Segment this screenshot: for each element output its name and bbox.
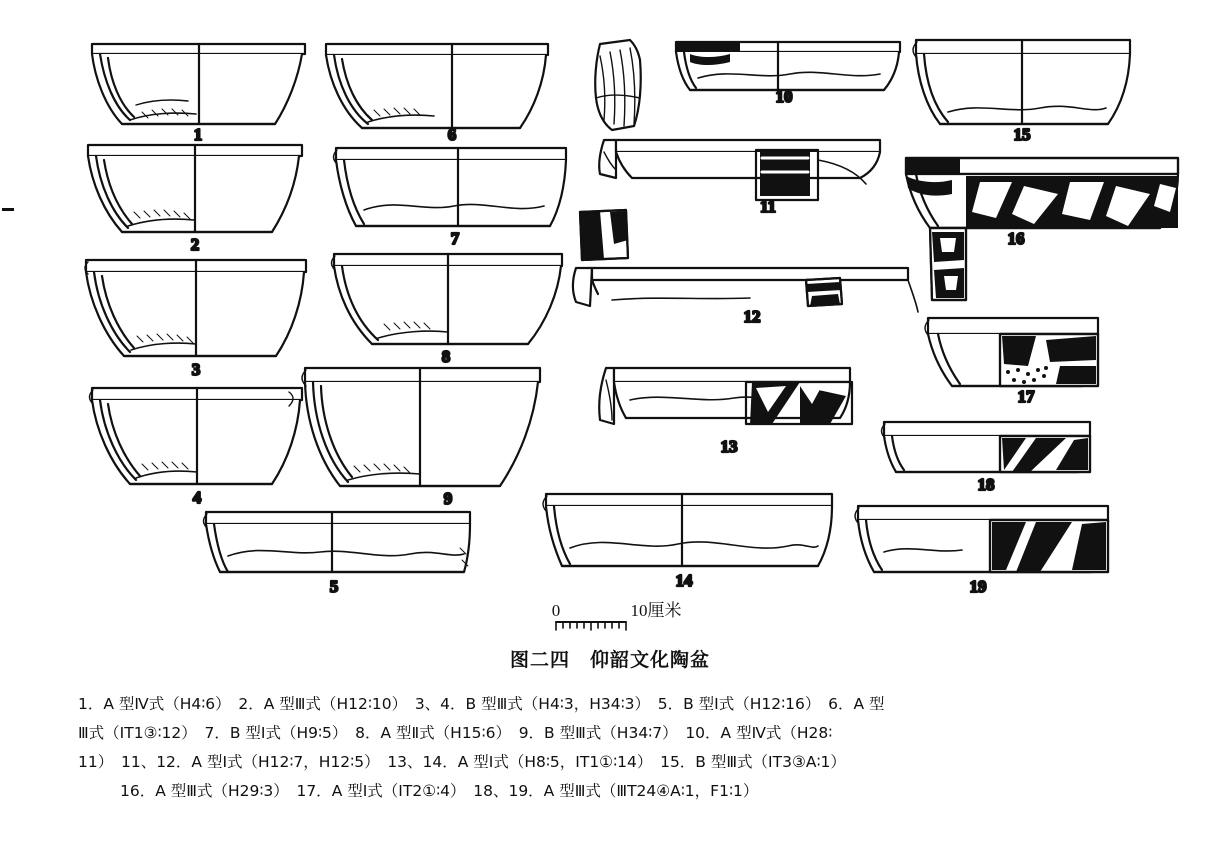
vessel-drawing-10: [676, 42, 900, 90]
vessel-drawing-8: [332, 254, 563, 344]
vessel-drawing-3: [85, 260, 306, 356]
vessel-number-1: 1: [193, 125, 203, 144]
scale-bar: [556, 622, 626, 630]
vessel-number-2: 2: [190, 235, 200, 254]
vessel-number-7: 7: [450, 229, 460, 248]
vessel-number-10: 10: [775, 87, 793, 106]
vessel-drawing-12: [573, 268, 918, 312]
vessel-number-15: 15: [1013, 125, 1031, 144]
vessel-drawing-19: [855, 506, 1108, 572]
vessel-drawing-11: [599, 140, 880, 200]
vessel-drawing-4: [90, 388, 303, 484]
vessel-number-18: 18: [977, 475, 995, 494]
figure-legend: [78, 690, 1148, 806]
legend-line: 11） 11、12．A 型Ⅰ式（H12∶7，H12∶5） 13、14．A 型Ⅰ式（H8∶5，ⅠT1①∶14） 15．B 型Ⅲ式（ⅠT3③A∶1）: [78, 753, 846, 771]
vessel-number-3: 3: [191, 360, 201, 379]
vessel-number-13: 13: [720, 437, 738, 456]
vessel-number-16: 16: [1007, 229, 1025, 248]
vessel-number-19: 19: [969, 577, 987, 596]
vessel-number-12: 12: [743, 307, 761, 326]
scale-end-label: 10厘米: [630, 601, 682, 620]
vessel-drawing-14: [543, 494, 832, 566]
legend-line: 1．A 型Ⅳ式（H4∶6） 2．A 型Ⅲ式（H12∶10） 3、4．B 型Ⅲ式（H4∶3，H34∶3） 5．B 型Ⅰ式（H12∶16） 6．A 型: [78, 695, 885, 713]
legend-line: Ⅲ式（ⅠT1③∶12） 7．B 型Ⅰ式（H9∶5） 8．A 型Ⅱ式（H15∶6） 9．B 型Ⅲ式（H34∶7） 10．A 型Ⅳ式（H28∶: [78, 724, 833, 742]
vessel-drawing-9: [302, 368, 540, 486]
vessel-drawing-1: [92, 44, 305, 124]
vessel-number-17: 17: [1017, 387, 1035, 406]
vessel-drawing-13: [599, 368, 852, 424]
scale-start-label: 0: [551, 601, 561, 620]
vessel-number-14: 14: [675, 571, 693, 590]
figure-caption-block: [0, 645, 1220, 686]
vessel-number-8: 8: [441, 347, 451, 366]
vessel-drawing-17: [925, 318, 1098, 386]
vessel-drawing-15: [913, 40, 1130, 124]
legend-line: 16．A 型Ⅲ式（H29∶3） 17．A 型Ⅰ式（ⅠT2①∶4） 18、19．A 型Ⅲ式（ⅢT24④A∶1，F1∶1）: [120, 782, 759, 800]
vessel-number-4: 4: [192, 488, 202, 507]
figure-caption: 图二四 仰韶文化陶盆: [509, 649, 710, 671]
vessel-drawing-16: [906, 158, 1178, 228]
vessel-drawing-5: [204, 512, 471, 572]
vessel-drawing-18: [882, 422, 1091, 472]
vessel-number-11: 11: [759, 197, 777, 216]
sherd-drawing-a: [595, 40, 641, 130]
vessel-drawing-7: [334, 148, 567, 226]
vessel-drawing-2: [88, 145, 302, 232]
sherd-drawing-c: [930, 228, 966, 300]
vessel-drawing-6: [326, 44, 548, 128]
vessel-number-6: 6: [447, 125, 457, 144]
sherd-drawing-b: [580, 210, 628, 260]
vessel-number-9: 9: [443, 489, 453, 508]
vessel-number-5: 5: [329, 577, 339, 596]
